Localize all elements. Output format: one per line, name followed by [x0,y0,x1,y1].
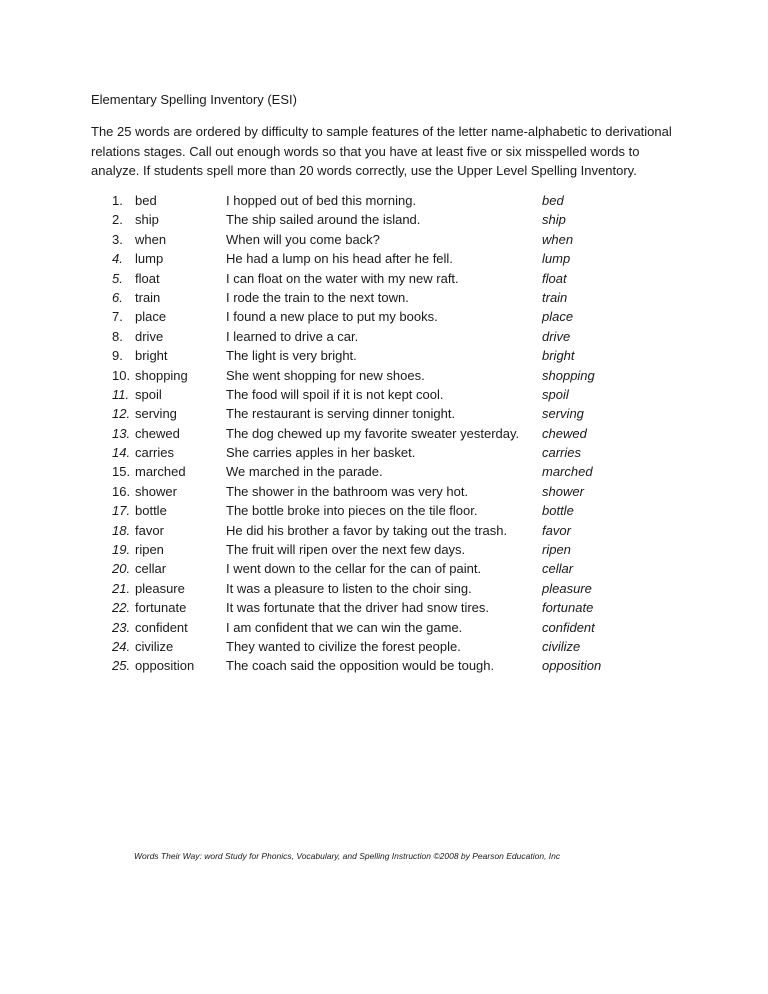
answer-word: when [542,231,574,247]
answer-word: shower [542,483,584,499]
word-row [0,579,768,598]
word-row [0,269,768,288]
item-number: 7. [112,309,123,325]
spelling-word: spoil [135,386,162,402]
item-number: 22. [112,600,131,616]
word-row [0,327,768,346]
word-row [0,288,768,307]
example-sentence: The light is very bright. [226,348,357,364]
spelling-word: ship [135,212,159,228]
word-row [0,540,768,559]
example-sentence: They wanted to civilize the forest people. [226,638,461,654]
answer-word: chewed [542,425,587,441]
answer-word: place [542,309,574,325]
word-row [0,424,768,443]
spelling-word: opposition [135,658,195,674]
example-sentence: I can float on the water with my new raft. [226,270,459,286]
spelling-word: shower [135,483,177,499]
answer-word: train [542,289,568,305]
item-number: 24. [112,638,131,654]
spelling-word: shopping [135,367,188,383]
spelling-word: carries [135,445,175,461]
answer-word: drive [542,328,571,344]
item-number: 3. [112,231,123,247]
spelling-word: float [135,270,160,286]
example-sentence: He had a lump on his head after he fell. [226,251,453,267]
word-row [0,249,768,268]
item-number: 18. [112,522,131,538]
example-sentence: The fruit will ripen over the next few days. [226,542,466,558]
answer-word: serving [542,406,584,422]
spelling-word: marched [135,464,186,480]
item-number: 12. [112,406,131,422]
spelling-word: confident [135,619,188,635]
word-row [0,191,768,210]
answer-word: shopping [542,367,595,383]
item-number: 16. [112,483,131,499]
spelling-word: when [135,231,167,247]
item-number: 23. [112,619,131,635]
spelling-word: bright [135,348,168,364]
word-row [0,482,768,501]
example-sentence: I hopped out of bed this morning. [226,193,417,208]
answer-word: favor [542,522,571,538]
answer-word: opposition [542,658,602,674]
page-title: Elementary Spelling Inventory (ESI) [91,92,297,107]
item-number: 10. [112,367,131,383]
example-sentence: I learned to drive a car. [226,328,359,344]
spelling-word: drive [135,328,164,344]
word-row [0,637,768,656]
item-number: 5. [112,270,123,286]
item-number: 1. [112,193,123,208]
spelling-word: chewed [135,425,180,441]
example-sentence: She went shopping for new shoes. [226,367,425,383]
item-number: 8. [112,328,123,344]
word-row [0,501,768,520]
spelling-word: pleasure [135,580,185,596]
example-sentence: The bottle broke into pieces on the tile floor. [226,503,478,519]
spelling-word: ripen [135,542,164,558]
word-row [0,559,768,578]
word-row [0,230,768,249]
word-row [0,521,768,540]
footer-citation: Words Their Way: word Study for Phonics, Vocabulary, and Spelling Instruction ©2008 by Pearson Education, Inc [134,851,561,861]
example-sentence: The food will spoil if it is not kept cool. [226,386,444,402]
answer-word: spoil [542,386,569,402]
word-row [0,346,768,365]
item-number: 9. [112,348,123,364]
answer-word: pleasure [542,580,592,596]
example-sentence: The restaurant is serving dinner tonight. [226,406,456,422]
spelling-word: lump [135,251,164,267]
word-row [0,618,768,637]
answer-word: marched [542,464,593,480]
item-number: 15. [112,464,131,480]
example-sentence: I went down to the cellar for the can of paint. [226,561,482,577]
word-row [0,404,768,423]
spelling-word: fortunate [135,600,187,616]
intro-paragraph: The 25 words are ordered by difficulty to sample features of the letter name-alphabetic to derivational relations stages. Call out enough words so that you have at least five or six misspelled words to analyze. If students spell more than 20 words correctly, use the Upper Level Spelling Inventory. [91,124,672,178]
example-sentence: I found a new place to put my books. [226,309,438,325]
example-sentence: The dog chewed up my favorite sweater yesterday. [226,425,520,441]
answer-word: lump [542,251,571,267]
spelling-word: train [135,289,161,305]
spelling-word: place [135,309,167,325]
spelling-word: cellar [135,561,167,577]
word-row [0,443,768,462]
answer-word: fortunate [542,600,594,616]
example-sentence: I rode the train to the next town. [226,289,409,305]
item-number: 17. [112,503,131,519]
item-number: 2. [112,212,123,228]
word-row [0,307,768,326]
intro-text [91,122,691,181]
answer-word: bright [542,348,575,364]
spelling-word: bed [135,193,157,208]
spelling-word: serving [135,406,177,422]
example-sentence: He did his brother a favor by taking out the trash. [226,522,508,538]
example-sentence: I am confident that we can win the game. [226,619,463,635]
word-row [0,210,768,229]
answer-word: bed [542,193,564,208]
item-number: 11. [112,386,130,402]
answer-word: carries [542,445,582,461]
item-number: 13. [112,425,131,441]
example-sentence: She carries apples in her basket. [226,445,416,461]
word-row [0,366,768,385]
example-sentence: When will you come back? [226,231,380,247]
item-number: 20. [112,561,131,577]
answer-word: cellar [542,561,574,577]
answer-word: ship [542,212,566,228]
example-sentence: It was fortunate that the driver had snow tires. [226,600,490,616]
word-row [0,656,768,675]
answer-word: bottle [542,503,574,519]
answer-word: civilize [542,638,581,654]
spelling-word: civilize [135,638,174,654]
word-row [0,598,768,617]
word-row [0,462,768,481]
item-number: 21. [112,580,131,596]
item-number: 19. [112,542,131,558]
item-number: 14. [112,445,131,461]
answer-word: confident [542,619,595,635]
example-sentence: We marched in the parade. [226,464,383,480]
item-number: 4. [112,251,123,267]
example-sentence: The shower in the bathroom was very hot. [226,483,469,499]
spelling-word: bottle [135,503,167,519]
word-list [0,191,768,676]
answer-word: float [542,270,567,286]
example-sentence: It was a pleasure to listen to the choir sing. [226,580,472,596]
item-number: 6. [112,289,123,305]
word-row [0,385,768,404]
item-number: 25. [112,658,131,674]
answer-word: ripen [542,542,571,558]
spelling-word: favor [135,522,164,538]
example-sentence: The ship sailed around the island. [226,212,421,228]
example-sentence: The coach said the opposition would be tough. [226,658,495,674]
